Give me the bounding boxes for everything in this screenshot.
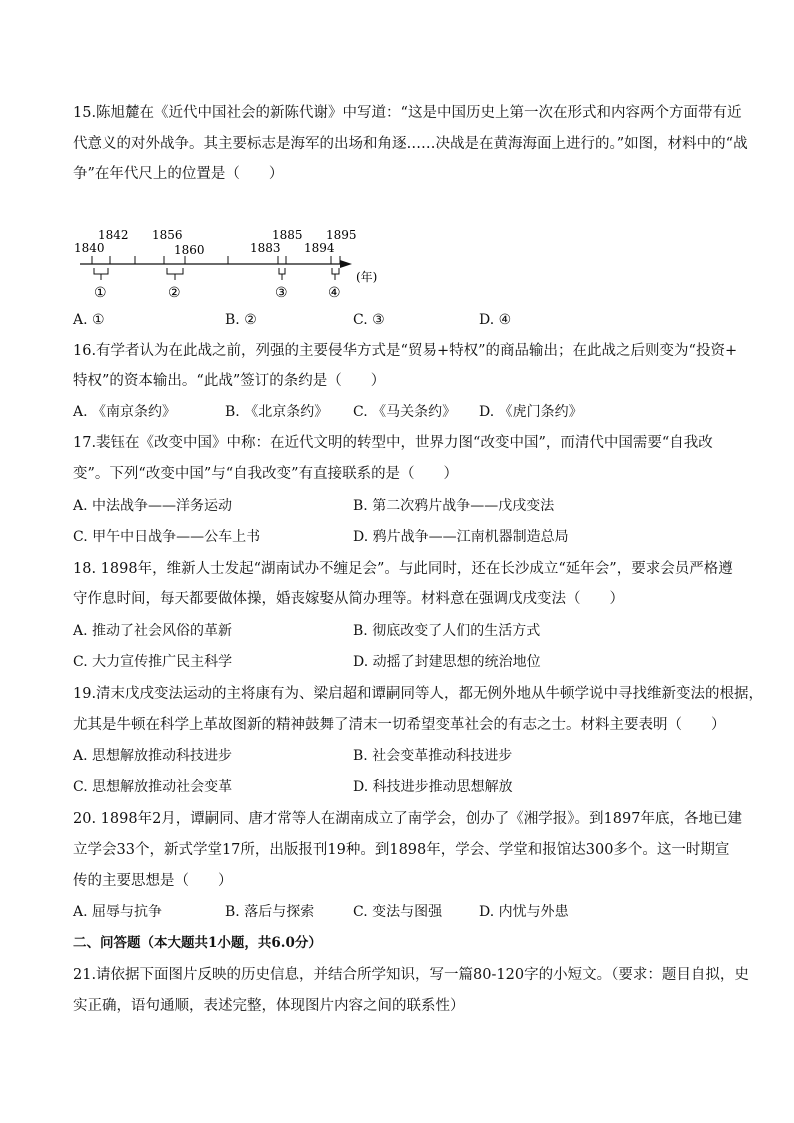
- bracket-2: [167, 268, 183, 280]
- q17-stem-line-2: 变”。下列“改变中国”与“自我改变”有直接联系的是（ ）: [73, 466, 459, 482]
- q21-stem-line-2: 实正确，语句通顺，表述完整，体现图片内容之间的联系性）: [73, 998, 465, 1014]
- year-label-1883: 1883: [250, 241, 281, 255]
- q20-option-a[interactable]: A. 屈辱与抗争: [73, 904, 163, 920]
- q20-stem-line-1: 20. 1898年2月，谭嗣同、唐才常等人在湖南成立了南学会，创办了《湘学报》。到1897年底，各地已建: [73, 811, 742, 827]
- timeline-arrow: [340, 260, 352, 268]
- q15-option-d[interactable]: D. ④: [479, 312, 512, 328]
- q19-option-d[interactable]: D. 科技进步推动思想解放: [353, 779, 513, 795]
- q17-stem-line-1: 17.裴钰在《改变中国》中称：在近代文明的转型中，世界力图“改变中国”，而清代中国需要“自我改: [73, 435, 713, 451]
- year-label-1885: 1885: [272, 228, 303, 242]
- q15-option-c[interactable]: C. ③: [353, 312, 385, 328]
- q21-stem-line-1: 21.请依据下面图片反映的历史信息，并结合所学知识，写一篇80-120字的小短文。（要求：题目自拟，史: [73, 967, 749, 983]
- q18-option-c[interactable]: C. 大力宣传推广民主科学: [73, 654, 233, 670]
- q16-stem-line-2: 特权”的资本输出。“此战”签订的条约是（ ）: [73, 373, 386, 389]
- q20-option-d[interactable]: D. 内忧与外患: [479, 904, 569, 920]
- q16-option-b[interactable]: B. 《北京条约》: [225, 404, 329, 420]
- q15-timeline: [60, 218, 400, 303]
- section-2-title: 二、问答题（本大题共1小题，共6.0分）: [73, 935, 322, 951]
- year-label-1856: 1856: [152, 228, 183, 242]
- q17-option-d[interactable]: D. 鸦片战争——江南机器制造总局: [353, 529, 569, 545]
- q18-option-b[interactable]: B. 彻底改变了人们的生活方式: [353, 623, 541, 639]
- q20-stem-line-3: 传的主要思想是（ ）: [73, 873, 233, 889]
- q20-option-b[interactable]: B. 落后与探索: [225, 904, 315, 920]
- q18-option-d[interactable]: D. 动摇了封建思想的统治地位: [353, 654, 541, 670]
- bracket-1: [94, 268, 108, 280]
- year-label-1895: 1895: [326, 228, 357, 242]
- q15-stem-line-3: 争”在年代尺上的位置是（ ）: [73, 166, 284, 182]
- q18-stem-line-2: 守作息时间，每天都要做体操，婚丧嫁娶从简办理等。材料意在强调戊戌变法（ ）: [73, 591, 624, 607]
- q16-option-c[interactable]: C. 《马关条约》: [353, 404, 457, 420]
- year-label-1894: 1894: [304, 241, 335, 255]
- q19-stem-line-1: 19.清末戊戌变法运动的主将康有为、梁启超和谭嗣同等人，都无例外地从牛顿学说中寻找维新变法的根据，: [73, 686, 764, 702]
- q16-option-d[interactable]: D. 《虎门条约》: [479, 404, 583, 420]
- q19-option-a[interactable]: A. 思想解放推动科技进步: [73, 748, 233, 764]
- q15-option-b[interactable]: B. ②: [225, 312, 257, 328]
- q17-option-c[interactable]: C. 甲午中日战争——公车上书: [73, 529, 261, 545]
- bracket-4: [332, 268, 339, 280]
- marker-3: ③: [275, 285, 288, 301]
- q18-stem-line-1: 18. 1898年，维新人士发起“湖南试办不缠足会”。与此同时，还在长沙成立“延年会”，要求会员严格遵: [73, 561, 733, 577]
- q17-option-a[interactable]: A. 中法战争——洋务运动: [73, 498, 233, 514]
- q15-stem-line-2: 代意义的对外战争。其主要标志是海军的出场和角逐……决战是在黄海海面上进行的。”如图，材料中的“战: [73, 136, 748, 152]
- q20-option-c[interactable]: C. 变法与图强: [353, 904, 443, 920]
- q15-option-a[interactable]: A. ①: [73, 312, 105, 328]
- q19-stem-line-2: 尤其是牛顿在科学上革故图新的精神鼓舞了清末一切希望变革社会的有志之士。材料主要表明（ ）: [73, 717, 726, 733]
- year-label-1840: 1840: [74, 241, 105, 255]
- marker-2: ②: [168, 285, 181, 301]
- q18-option-a[interactable]: A. 推动了社会风俗的革新: [73, 623, 233, 639]
- bracket-3: [279, 268, 285, 280]
- q16-option-a[interactable]: A. 《南京条约》: [73, 404, 177, 420]
- q15-stem-line-1: 15.陈旭麓在《近代中国社会的新陈代谢》中写道：“这是中国历史上第一次在形式和内容两个方面带有近: [73, 105, 742, 121]
- q20-stem-line-2: 立学会33个，新式学堂17所，出版报刊19种。到1898年，学会、学堂和报馆达300多个。这一时期宣: [73, 842, 730, 858]
- year-label-1842: 1842: [98, 228, 129, 242]
- q17-option-b[interactable]: B. 第二次鸦片战争——戊戌变法: [353, 498, 555, 514]
- q19-option-b[interactable]: B. 社会变革推动科技进步: [353, 748, 513, 764]
- q19-option-c[interactable]: C. 思想解放推动社会变革: [73, 779, 233, 795]
- year-label-1860: 1860: [174, 243, 205, 257]
- q16-stem-line-1: 16.有学者认为在此战之前，列强的主要侵华方式是“贸易+特权”的商品输出；在此战之后则变为“投资+: [73, 343, 738, 359]
- marker-1: ①: [94, 285, 107, 301]
- marker-4: ④: [328, 285, 341, 301]
- timeline-unit: (年): [356, 270, 378, 284]
